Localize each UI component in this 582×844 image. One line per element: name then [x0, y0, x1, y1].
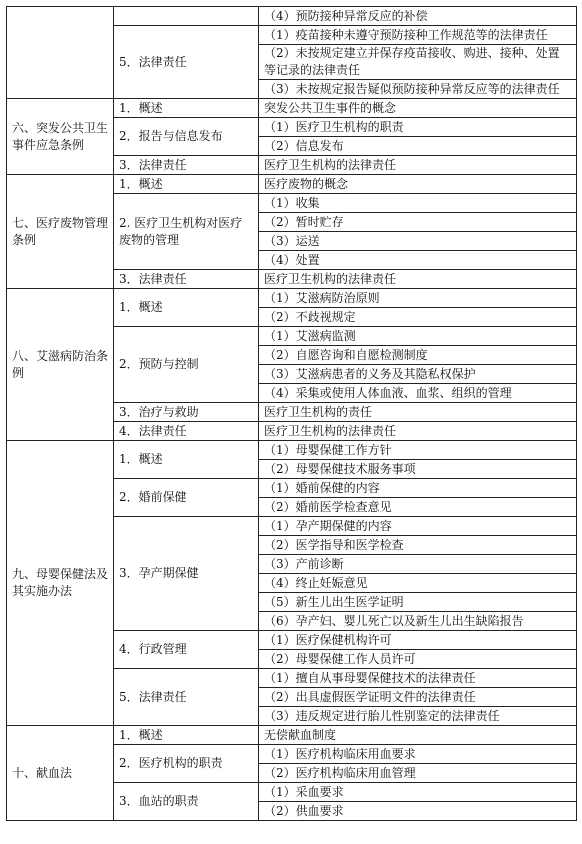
- subsection-label: 3．治疗与救助: [114, 403, 259, 422]
- content-item: （1）艾滋病防治原则: [259, 289, 577, 308]
- content-item: （1）孕产期保健的内容: [259, 517, 577, 536]
- subsection-label: 3．法律责任: [114, 270, 259, 289]
- content-item: 无偿献血制度: [259, 726, 577, 745]
- subsection-label: 2．婚前保健: [114, 479, 259, 517]
- subsection-label: 5．法律责任: [114, 26, 259, 99]
- subsection-label: 2．预防与控制: [114, 327, 259, 403]
- table-row: [7, 99, 577, 118]
- table-row: [7, 726, 577, 745]
- subsection-label: 1．概述: [114, 175, 259, 194]
- section-title: 九、母婴保健法及其实施办法: [7, 441, 114, 726]
- content-item: （4）终止妊娠意见: [259, 574, 577, 593]
- table-row: [7, 441, 577, 460]
- content-item: （1）婚前保健的内容: [259, 479, 577, 498]
- section-title: [7, 7, 114, 99]
- syllabus-table: [6, 6, 577, 821]
- content-item: （3）产前诊断: [259, 555, 577, 574]
- subsection-label: 2．报告与信息发布: [114, 118, 259, 156]
- content-item: （1）医疗机构临床用血要求: [259, 745, 577, 764]
- content-item: （1）疫苗接种未遵守预防接种工作规范等的法律责任: [259, 26, 577, 45]
- subsection-label: [114, 7, 259, 26]
- content-item: （3）未按规定报告疑似预防接种异常反应等的法律责任: [259, 80, 577, 99]
- content-item: （4）处置: [259, 251, 577, 270]
- content-item: （2）信息发布: [259, 137, 577, 156]
- subsection-label: 2．医疗机构的职责: [114, 745, 259, 783]
- subsection-label: 2. 医疗卫生机构对医疗废物的管理: [114, 194, 259, 270]
- section-title: 七、医疗废物管理条例: [7, 175, 114, 289]
- content-item: （5）新生儿出生医学证明: [259, 593, 577, 612]
- content-item: （3）运送: [259, 232, 577, 251]
- content-item: （2）未按规定建立并保存疫苗接收、购进、接种、处置等记录的法律责任: [259, 45, 577, 80]
- content-item: （2）出具虚假医学证明文件的法律责任: [259, 688, 577, 707]
- subsection-label: 4．法律责任: [114, 422, 259, 441]
- content-item: （1）母婴保健工作方针: [259, 441, 577, 460]
- content-item: （1）艾滋病监测: [259, 327, 577, 346]
- subsection-label: 1．概述: [114, 726, 259, 745]
- content-item: （1）收集: [259, 194, 577, 213]
- section-title: 八、艾滋病防治条例: [7, 289, 114, 441]
- content-item: （2）供血要求: [259, 802, 577, 821]
- content-item: （1）擅自从事母婴保健技术的法律责任: [259, 669, 577, 688]
- content-item: 医疗卫生机构的法律责任: [259, 422, 577, 441]
- section-title: 六、突发公共卫生事件应急条例: [7, 99, 114, 175]
- content-item: （2）母婴保健技术服务事项: [259, 460, 577, 479]
- content-item: （2）医学指导和医学检查: [259, 536, 577, 555]
- content-item: （2）婚前医学检查意见: [259, 498, 577, 517]
- table-row: [7, 289, 577, 308]
- subsection-label: 1．概述: [114, 289, 259, 327]
- subsection-label: 3．法律责任: [114, 156, 259, 175]
- content-item: （1）医疗保健机构许可: [259, 631, 577, 650]
- content-item: （4）采集或使用人体血液、血浆、组织的管理: [259, 384, 577, 403]
- subsection-label: 4．行政管理: [114, 631, 259, 669]
- section-title: 十、献血法: [7, 726, 114, 821]
- content-item: （2）母婴保健工作人员许可: [259, 650, 577, 669]
- content-item: （1）医疗卫生机构的职责: [259, 118, 577, 137]
- content-item: 医疗废物的概念: [259, 175, 577, 194]
- subsection-label: 5．法律责任: [114, 669, 259, 726]
- content-item: （6）孕产妇、婴儿死亡以及新生儿出生缺陷报告: [259, 612, 577, 631]
- content-item: 医疗卫生机构的责任: [259, 403, 577, 422]
- content-item: 医疗卫生机构的法律责任: [259, 156, 577, 175]
- content-item: （4）预防接种异常反应的补偿: [259, 7, 577, 26]
- content-item: （2）自愿咨询和自愿检测制度: [259, 346, 577, 365]
- content-item: （2）医疗机构临床用血管理: [259, 764, 577, 783]
- content-item: （2）不歧视规定: [259, 308, 577, 327]
- content-item: （3）艾滋病患者的义务及其隐私权保护: [259, 365, 577, 384]
- content-item: 突发公共卫生事件的概念: [259, 99, 577, 118]
- subsection-label: 3．血站的职责: [114, 783, 259, 821]
- subsection-label: 1．概述: [114, 99, 259, 118]
- table-row: [7, 175, 577, 194]
- table-row: [7, 7, 577, 26]
- content-item: （1）采血要求: [259, 783, 577, 802]
- content-item: （2）暂时贮存: [259, 213, 577, 232]
- subsection-label: 1．概述: [114, 441, 259, 479]
- content-item: （3）违反规定进行胎儿性别鉴定的法律责任: [259, 707, 577, 726]
- content-item: 医疗卫生机构的法律责任: [259, 270, 577, 289]
- subsection-label: 3．孕产期保健: [114, 517, 259, 631]
